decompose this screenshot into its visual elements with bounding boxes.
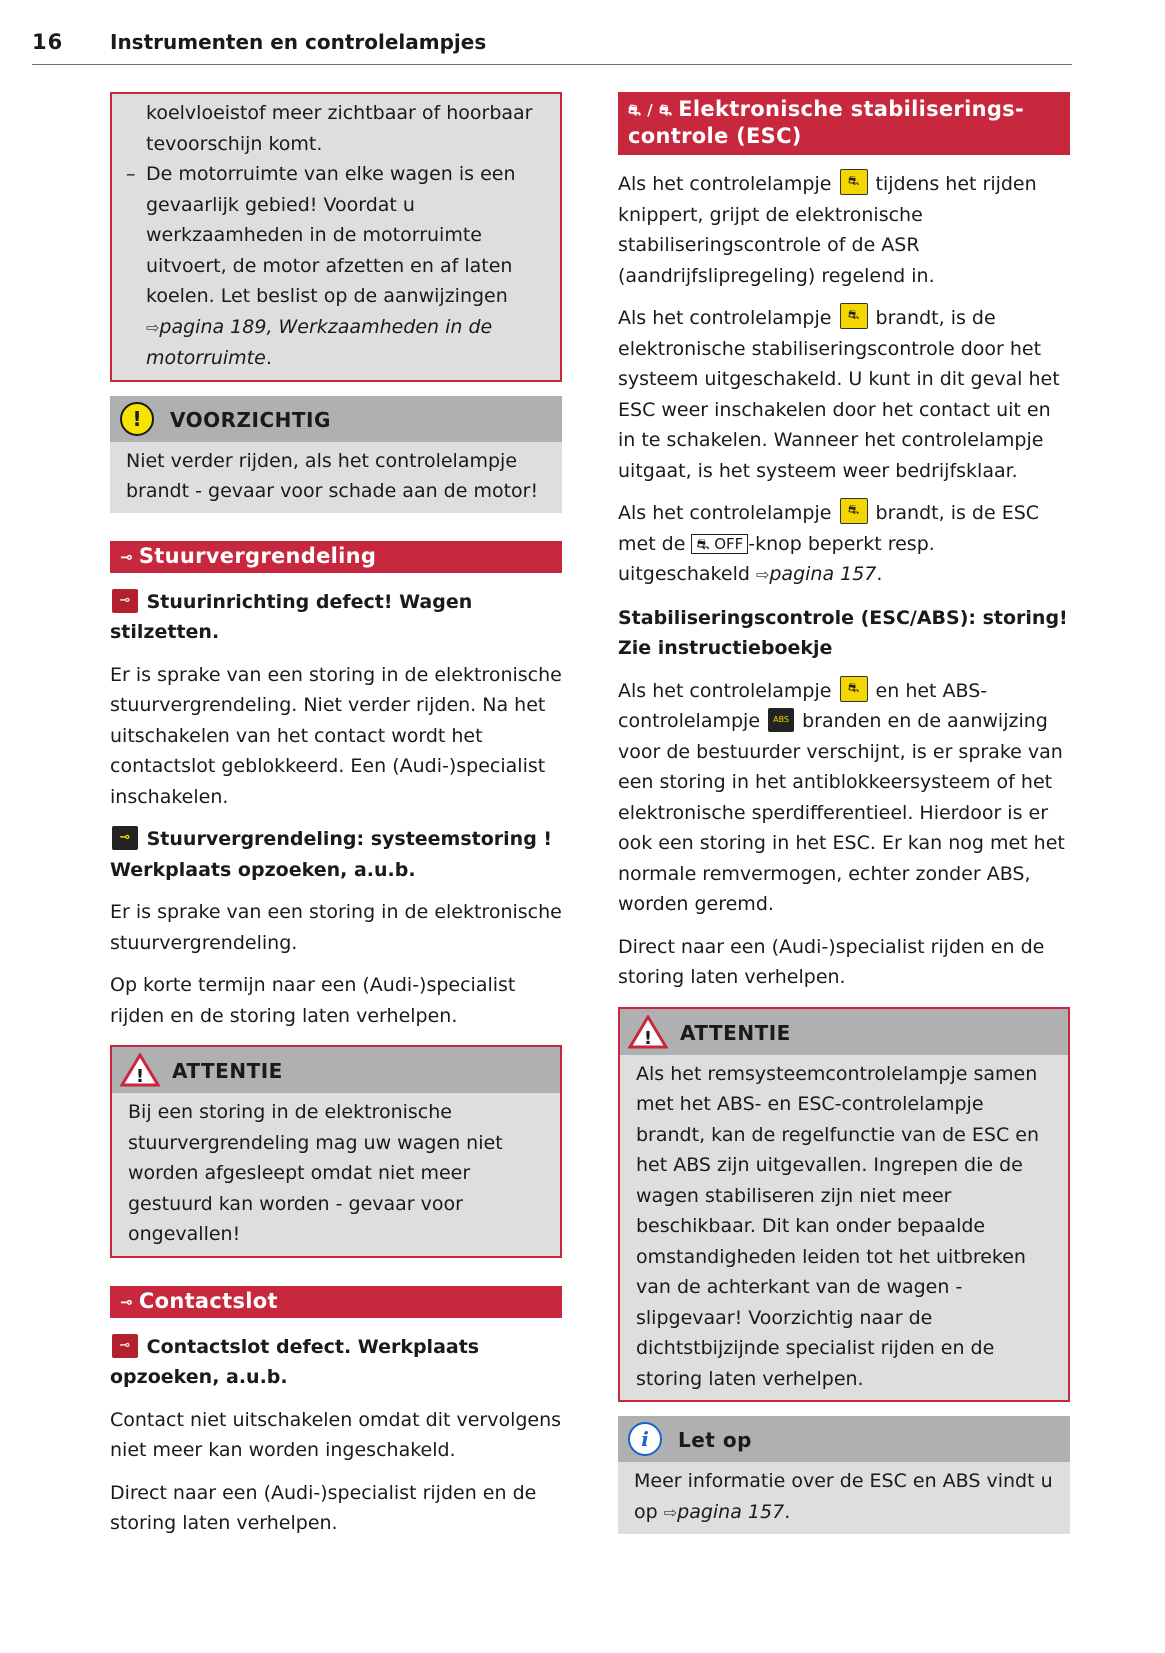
page-reference-link[interactable]: pagina 157 [769,563,877,585]
warning-line-2: – De motorruimte van elke wagen is een gevaarlijk gebied! Voordat u werkzaamheden in de motorruimte uitvoert, de motor afzetten en af laten koelen. Let beslist op de aanwijzingen ⇨pagina 189, Werkzaamheden in de motorruimte. [126,163,516,369]
esc-paragraph-1: Als het controlelampje ⛐ tijdens het rijden knippert, grijpt de elektronische stabiliseringscontrole of de ASR (aandrijfslipregeling) regelend in. [618,169,1070,291]
caution-title: VOORZICHTIG [170,407,331,432]
ignition-text-2: Direct naar een (Audi-)specialist rijden en de storing laten verhelpen. [110,1481,537,1534]
yellow-steering-lamp-icon: ⊸ [112,826,138,850]
info-icon: i [628,1422,662,1456]
caution-header [110,396,562,442]
caution-notice [110,396,562,513]
attention-title: ATTENTIE [172,1059,283,1083]
abs-lamp-icon: ABS [768,708,794,732]
steering-message-1-title: ⊸ Stuurinrichting defect! Wagen stilzetten. [110,590,473,643]
note-notice [618,1416,1070,1534]
caution-text: Niet verder rijden, als het controlelampje brandt - gevaar voor schade aan de motor! [126,449,539,502]
right-column [618,92,1070,1534]
esc-paragraph-3: Als het controlelampje ⛐ brandt, is de ESC met de ⛐ OFF -knop beperkt resp. uitgeschakeld ⇨pagina 157. [618,498,1070,591]
page-number: 16 [32,30,64,54]
note-title: Let op [678,1428,752,1452]
esc-paragraph-5: Direct naar een (Audi-)specialist rijden en de storing laten verhelpen. [618,935,1045,988]
arrow-icon: ⇨ [755,565,770,584]
steering-message-1-text: Er is sprake van een storing in de elektronische stuurvergrendeling. Niet verder rijden. Na het uitschakelen van het contact wordt het contactslot geblokkeerd. Een (Audi-)specialist inschakelen. [110,663,562,808]
ignition-message-title: ⊸ Contactslot defect. Werkplaats opzoeken, a.u.b. [110,1335,480,1388]
red-steering-lamp-icon: ⊸ [112,589,138,613]
esc-lamp-icon: ⛐ [840,676,868,702]
page-reference-link[interactable]: pagina 157 [677,1500,785,1523]
warning-line-1: koelvloeistof meer zichtbaar of hoorbaar tevoorschijn komt. [146,102,533,155]
attention-text: Als het remsysteemcontrolelampje samen met het ABS- en ESC-controlelampje brandt, kan de regelfunctie van de ESC en het ABS zijn uitgevallen. Ingrepen die de wagen stabiliseren zijn niet meer beschikbaar. Dit kan onder bepaalde omstandigheden leiden tot het uitbreken van de achterkant van de wagen - slipgevaar! Voorzichtig naar de dichtstbijzijnde specialist rijden en de storing laten verhelpen. [636,1062,1039,1390]
note-header [618,1416,1070,1462]
svg-text:!: ! [135,1066,145,1087]
steering-message-2-text: Er is sprake van een storing in de elektronische stuurvergrendeling. [110,901,562,954]
esc-abs-subtitle: Stabiliseringscontrole (ESC/ABS): storing! Zie instructieboekje [618,606,1068,659]
section-heading-steering-lock: ⊸ Stuurvergrendeling [110,541,562,573]
warning-triangle-icon [628,1015,668,1049]
left-column [110,92,562,1551]
section-heading-ignition: ⊸ Contactslot [110,1286,562,1318]
attention-header [112,1047,560,1093]
warning-triangle-icon [120,1053,160,1087]
esc-lamp-icon: ⛐ [840,303,868,329]
attention-text: Bij een storing in de elektronische stuurvergrendeling mag uw wagen niet worden afgesleept omdat niet meer gestuurd kan worden - gevaar voor ongevallen! [128,1101,503,1245]
esc-off-button-icon: ⛐ OFF [691,534,748,554]
red-ignition-lamp-icon: ⊸ [112,1334,138,1358]
esc-icon: ⛐ [628,101,642,119]
esc-off-icon: ⛐ [659,101,673,119]
attention-header [620,1009,1068,1055]
esc-lamp-icon: ⛐ [840,169,868,195]
attention-title: ATTENTIE [680,1020,791,1045]
esc-paragraph-4: Als het controlelampje ⛐ en het ABS-controlelampje ABS branden en de aanwijzing voor de bestuurder verschijnt, is er sprake van een storing in het antiblokkeersysteem of het elektronische sperdifferentieel. Hierdoor is er ook een storing in het ESC. Er kan nog met het normale remvermogen, echter zonder ABS, worden geremd. [618,676,1070,920]
attention-notice-steering [110,1045,562,1258]
section-heading-esc: ⛐ / ⛐ Elektronische stabiliserings-controle (ESC) [618,92,1070,155]
steering-message-2-text-2: Op korte termijn naar een (Audi-)specialist rijden en de storing laten verhelpen. [110,974,516,1027]
page-title: Instrumenten en controlelampjes [110,30,487,54]
ignition-text-1: Contact niet uitschakelen omdat dit vervolgens niet meer kan worden ingeschakeld. [110,1408,562,1461]
arrow-icon: ⇨ [663,1502,678,1522]
exclamation-icon: ! [120,402,154,436]
ignition-key-icon: ⊸ [120,1292,133,1311]
steering-message-2-title: ⊸ Stuurvergrendeling: systeemstoring ! Werkplaats opzoeken, a.u.b. [110,828,553,881]
warning-continuation-box [110,92,562,382]
page-header [32,26,1072,65]
attention-notice-esc [618,1007,1070,1403]
page-reference-link[interactable]: pagina 189, Werkzaamheden in de motorruimte [146,315,493,369]
esc-off-lamp-icon: ⛐ [840,498,868,524]
svg-text:!: ! [643,1027,653,1049]
note-text: Meer informatie over de ESC en ABS vindt u op ⇨pagina 157. [634,1470,1053,1523]
esc-paragraph-2: Als het controlelampje ⛐ brandt, is de elektronische stabiliseringscontrole door het systeem uitgeschakeld. U kunt in dit geval het ESC weer inschakelen door het contact uit en in te schakelen. Wanneer het controlelampje uitgaat, is het systeem weer bedrijfsklaar. [618,303,1070,486]
arrow-icon: ⇨ [146,317,160,337]
steering-lock-icon: ⊸ [120,547,133,566]
